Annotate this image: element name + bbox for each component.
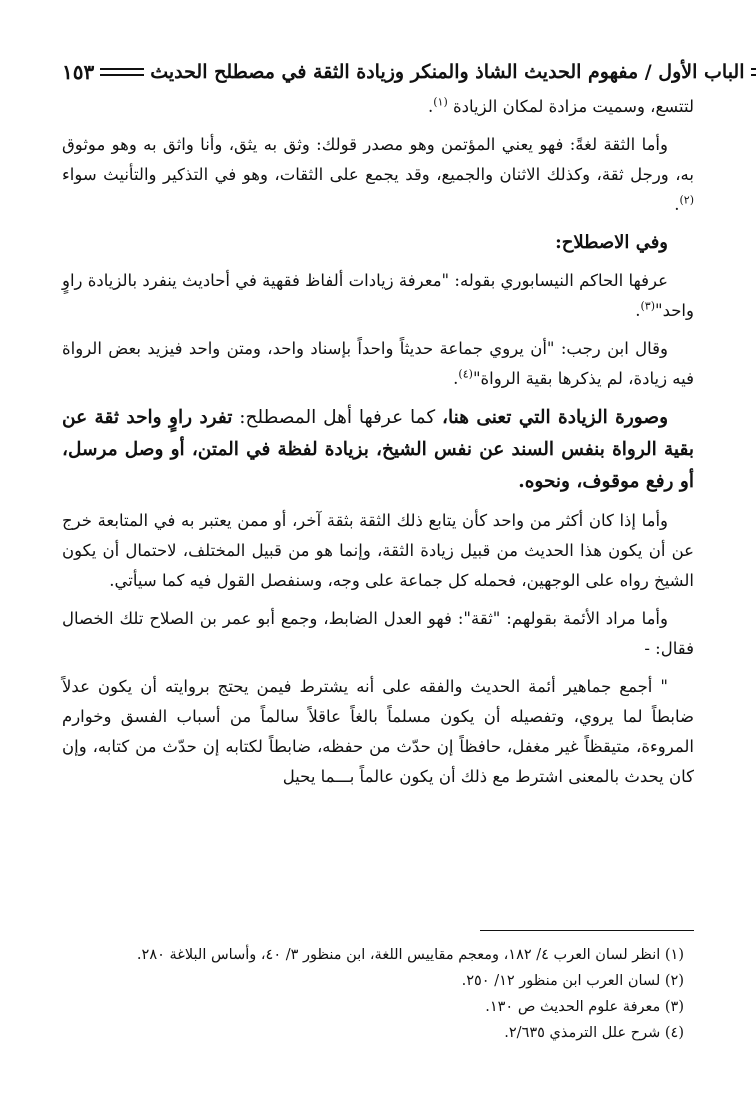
quote-paragraph: " أجمع جماهير أئمة الحديث والفقه على أنه يشترط فيمن يحتج بروايته أن يكون عدلاً ضابطاً لما يروي، وتفصيله أن يكون مسلماً بالغاً عاقلاً سالماً من أسباب الفسق وخوارم المروءة، متيقظاً غير مغفل، حافظاً إن حدّث من حفظه، ضابطاً لكتابه إن حدّث من كتابه، وإن كان يحدث بالمعنى اشترط مع ذلك أن يكون عالماً بـــما يحيل — [62, 677, 694, 786]
section-heading: وفي الاصطلاح: — [555, 232, 668, 253]
paragraph: لتتسع، وسميت مزادة لمكان الزيادة $^{(١)}$. — [428, 95, 694, 116]
footnote: (٣) معرفة علوم الحديث ص ١٣٠. — [485, 999, 684, 1015]
footnote: (٤) شرح علل الترمذي ٢/٦٣٥. — [504, 1025, 684, 1041]
paragraph: وأما مراد الأئمة بقولهم: "ثقة": فهو العدل الضابط، وجمع أبو عمر بن الصلاح تلك الخصال فقال: - — [62, 609, 694, 658]
page-number: ١٥٣ — [62, 60, 95, 84]
footnote: (٢) لسان العرب ابن منظور ١٢/ ٢٥٠. — [461, 973, 684, 989]
footnote-ref: (٣) — [640, 299, 655, 313]
paragraph: وأما إذا كان أكثر من واحد كأن يتابع ذلك الثقة بثقة آخر، أو ممن يعتبر به في المتابعة خرج عن أن يكون هذا الحديث من قبيل زيادة الثقة، وإنما هو من قبيل المختلف، لاحتمال أن يكون الشيخ رواه على الوجهين، فحمله كل جماعة على وجه، وسنفصل القول فيه كما سيأتي. — [62, 511, 694, 590]
paragraph: وقال ابن رجب: "أن يروي جماعة حديثاً واحداً بإسناد واحد، ومتن واحد فيزيد بعض الرواة فيه زيادة، لم يذكرها بقية الرواة"$^{(٤)}$. — [62, 339, 694, 388]
footnote-separator — [480, 930, 694, 931]
footnote: (١) انظر لسان العرب ٤/ ١٨٢، ومعجم مقاييس اللغة، ابن منظور ٣/ ٤٠، وأساس البلاغة ٢٨٠. — [136, 947, 684, 963]
header-double-rule — [100, 66, 144, 78]
paragraph: عرفها الحاكم النيسابوري بقوله: "معرفة زيادات ألفاظ فقهية في أحاديث ينفرد بالزيادة راوٍ واحد"$^{(٣)}$. — [62, 271, 694, 320]
footnotes — [62, 942, 694, 1046]
paragraph: وأما الثقة لغةً: فهو يعني المؤتمن وهو مصدر قولك: وثق به يثق، وأنا واثق به وهو موثوق به، ورجل ثقة، وكذلك الاثنان والجميع، وقد يجمع على الثقات، وهو في التذكير والتأنيث سواء $^{(٢)}$. — [62, 135, 694, 214]
header-double-rule — [751, 66, 756, 78]
definition-paragraph: وصورة الزيادة التي تعنى هنا، كما عرفها أهل المصطلح: تفرد راوٍ واحد ثقة عن بقية الرواة بنفس السند عن نفس الشيخ، بزيادة لفظة في المتن، أو وصل مرسل، أو رفع موقوف، ونحوه. — [62, 407, 694, 492]
footnote-ref: (١) — [433, 95, 448, 109]
running-header — [62, 54, 745, 90]
main-text — [62, 92, 694, 800]
chapter-title: الباب الأول / مفهوم الحديث الشاذ والمنكر وزيادة الثقة في مصطلح الحديث — [150, 61, 745, 83]
footnote-ref: (٢) — [679, 193, 694, 207]
footnote-ref: (٤) — [458, 367, 473, 381]
